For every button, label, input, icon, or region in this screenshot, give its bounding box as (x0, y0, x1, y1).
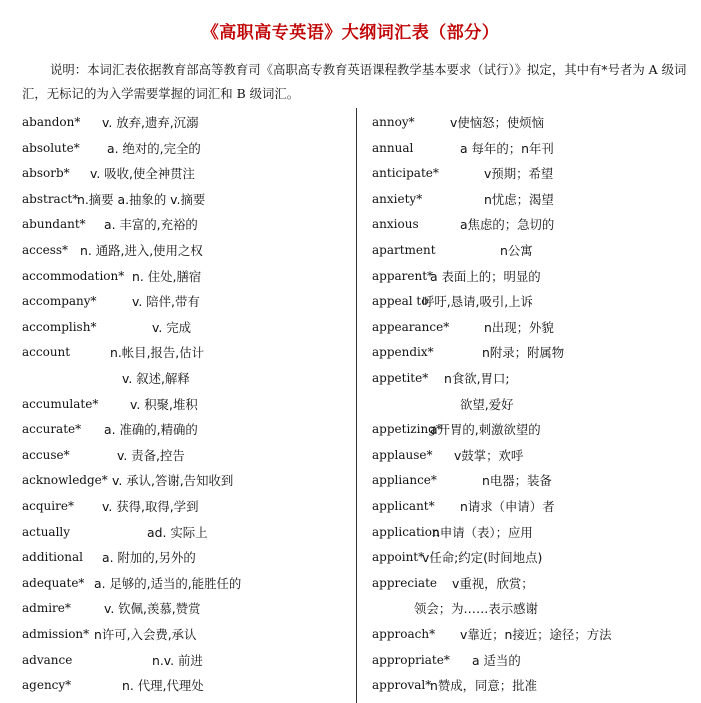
left-entry (22, 315, 352, 341)
entry-definition: n.帐目,报告,估计 (110, 345, 205, 361)
left-entry (22, 571, 352, 597)
entry-definition: a. 足够的,适当的,能胜任的 (94, 575, 242, 591)
entry-word: approach* (372, 627, 436, 641)
right-entry (372, 392, 697, 418)
left-entry (22, 545, 352, 571)
left-entry (22, 110, 352, 136)
entry-word: appliance* (372, 473, 437, 488)
entry-word: appoint* (372, 550, 425, 565)
entry-word: application (372, 524, 440, 539)
entry-definition: n电器；装备 (482, 473, 552, 489)
entry-word: apartment (372, 243, 436, 257)
intro-paragraph: 说明：本词汇表依据教育部高等教育司《高职高专教育英语课程教学基本要求（试行）》拟定，其中有*号者为 A 级词汇，无标记的为入学需要掌握的词汇和 B 级词汇。 (22, 62, 687, 101)
entry-definition: v重视，欣赏； (452, 575, 534, 591)
left-entry (22, 212, 352, 238)
left-entry (22, 238, 352, 264)
right-entry (372, 366, 697, 392)
left-entry (22, 520, 352, 546)
right-entry (372, 315, 697, 341)
entry-definition: a 适当的 (472, 652, 521, 668)
entry-definition: v鼓掌；欢呼 (454, 447, 524, 463)
entry-word: anticipate* (372, 166, 439, 181)
right-entry (372, 596, 697, 622)
entry-definition: n许可,入会费,承认 (94, 627, 197, 642)
entry-definition: n出现；外貌 (484, 319, 554, 335)
entry-definition: a 表面上的；明显的 (430, 268, 541, 284)
left-entry (22, 187, 352, 213)
entry-definition: v靠近；n接近；途径；方法 (460, 627, 612, 642)
entry-word: appropriate* (372, 652, 450, 667)
entry-word: accumulate* (22, 396, 99, 411)
entry-definition: n申请（表）；应用 (432, 524, 533, 540)
entry-definition: a 每年的；n年刊 (460, 140, 554, 156)
entry-definition: v使恼怒；使烦恼 (450, 115, 545, 130)
entry-word: anxious (372, 217, 419, 232)
entry-definition: n.摘要 a.抽象的 v.摘要 (77, 191, 206, 207)
entry-definition: a. 丰富的,充裕的 (104, 217, 198, 233)
right-entry (372, 187, 697, 213)
left-entry (22, 673, 352, 699)
entry-definition: n公寓 (500, 243, 533, 258)
entry-definition: n附录；附属物 (482, 345, 565, 361)
entry-word: adequate* (22, 575, 85, 590)
entry-definition: n. 代理,代理处 (122, 678, 204, 694)
entry-word: absolute* (22, 140, 80, 155)
right-entry (372, 417, 697, 443)
entry-word: additional (22, 550, 83, 565)
entry-definition: n. 通路,进入,使用之权 (80, 243, 203, 258)
entry-word: accommodation* (22, 268, 125, 283)
entry-definition: n忧虑；渴望 (484, 191, 554, 207)
left-entry (22, 648, 352, 674)
entry-definition: n赞成，同意；批准 (430, 678, 537, 694)
entry-definition: v. 吸收,使全神贯注 (90, 166, 195, 182)
left-entry (22, 417, 352, 443)
left-entry (22, 161, 352, 187)
entry-definition: v任命;约定(时间地点) (422, 550, 543, 566)
entry-definition: v. 叙述,解释 (122, 371, 190, 386)
left-entry (22, 622, 352, 648)
entry-word: annoy* (372, 115, 415, 129)
entry-definition: v. 放弃,遗弃,沉溺 (102, 115, 199, 130)
right-entry (372, 468, 697, 494)
entry-word: admission* (22, 627, 90, 641)
entry-word: apparent* (372, 268, 434, 283)
entry-word: appeal to (372, 294, 429, 309)
entry-definition: a. 绝对的,完全的 (107, 140, 201, 156)
entry-definition: v. 责备,控告 (117, 447, 185, 463)
entry-word: appetite* (372, 371, 429, 385)
right-entry (372, 264, 697, 290)
left-entry (22, 136, 352, 162)
right-entry (372, 238, 697, 264)
right-entry (372, 443, 697, 469)
entry-definition: v. 陪伴,带有 (132, 294, 200, 310)
right-entry (372, 212, 697, 238)
entry-word: abstract* (22, 191, 79, 206)
left-entry (22, 392, 352, 418)
entry-word: appendix* (372, 345, 434, 360)
entry-definition: 领会；为……表示感谢 (414, 601, 538, 617)
entry-definition: a焦虑的；急切的 (460, 217, 555, 233)
entry-word: abandon* (22, 115, 81, 129)
entry-definition: ad. 实际上 (147, 524, 208, 540)
entry-word: acquire* (22, 499, 74, 513)
entry-word: abundant* (22, 217, 86, 232)
right-entry (372, 571, 697, 597)
right-entry (372, 622, 697, 648)
entry-definition: a. 准确的,精确的 (104, 422, 198, 438)
left-entry (22, 264, 352, 290)
right-entry (372, 110, 697, 136)
right-entry (372, 136, 697, 162)
entry-definition: v. 承认,答谢,告知收到 (112, 473, 234, 489)
entry-definition: v. 完成 (152, 319, 192, 335)
entry-definition: a. 附加的,另外的 (102, 550, 196, 566)
entry-definition: n. 住处,膳宿 (132, 268, 202, 284)
entry-word: appearance* (372, 319, 450, 334)
entry-definition: n食欲,胃口; (444, 371, 510, 386)
entry-definition: v. 钦佩,羡慕,赞赏 (104, 601, 201, 617)
entry-word: appreciate (372, 575, 437, 590)
left-entry (22, 366, 352, 392)
right-entry (372, 161, 697, 187)
entry-word: applicant* (372, 499, 435, 513)
page-title: 《高职高专英语》大纲词汇表（部分） (201, 23, 500, 43)
entry-word: absorb* (22, 166, 70, 181)
entry-word: appetizing* (372, 422, 442, 437)
entry-definition: v预期；希望 (484, 166, 554, 182)
entry-word: accuse* (22, 447, 70, 462)
entry-word: accurate* (22, 422, 82, 437)
entry-definition: v. 获得,取得,学到 (102, 499, 199, 514)
entry-definition: 呼吁,恳请,吸引,上诉 (422, 294, 533, 310)
left-entry (22, 468, 352, 494)
right-entry (372, 494, 697, 520)
right-entry (372, 289, 697, 315)
right-entry (372, 340, 697, 366)
entry-word: access* (22, 243, 69, 257)
entry-word: advance (22, 652, 73, 667)
entry-word: admire* (22, 601, 71, 616)
left-entry (22, 289, 352, 315)
entry-word: agency* (22, 678, 72, 693)
entry-word: account (22, 345, 71, 360)
entry-word: actually (22, 524, 71, 539)
entry-word: accomplish* (22, 319, 97, 334)
entry-word: accompany* (22, 294, 97, 309)
right-entry (372, 545, 697, 571)
entry-word: approval* (372, 678, 432, 693)
entry-definition: v. 积聚,堆积 (130, 396, 198, 412)
left-entry (22, 340, 352, 366)
column-divider (356, 108, 357, 703)
right-entry (372, 673, 697, 699)
entry-definition: a开胃的,刺激欲望的 (430, 422, 541, 438)
entry-definition: n请求（申请）者 (460, 499, 555, 514)
left-entry (22, 596, 352, 622)
right-entry (372, 520, 697, 546)
entry-word: applause* (372, 447, 433, 462)
left-entry (22, 494, 352, 520)
entry-definition: 欲望,爱好 (460, 396, 514, 412)
entry-word: anxiety* (372, 191, 423, 206)
entry-word: annual (372, 140, 414, 155)
entry-word: acknowledge* (22, 473, 108, 488)
left-entry (22, 443, 352, 469)
entry-definition: n.v. 前进 (152, 652, 203, 668)
right-entry (372, 648, 697, 674)
